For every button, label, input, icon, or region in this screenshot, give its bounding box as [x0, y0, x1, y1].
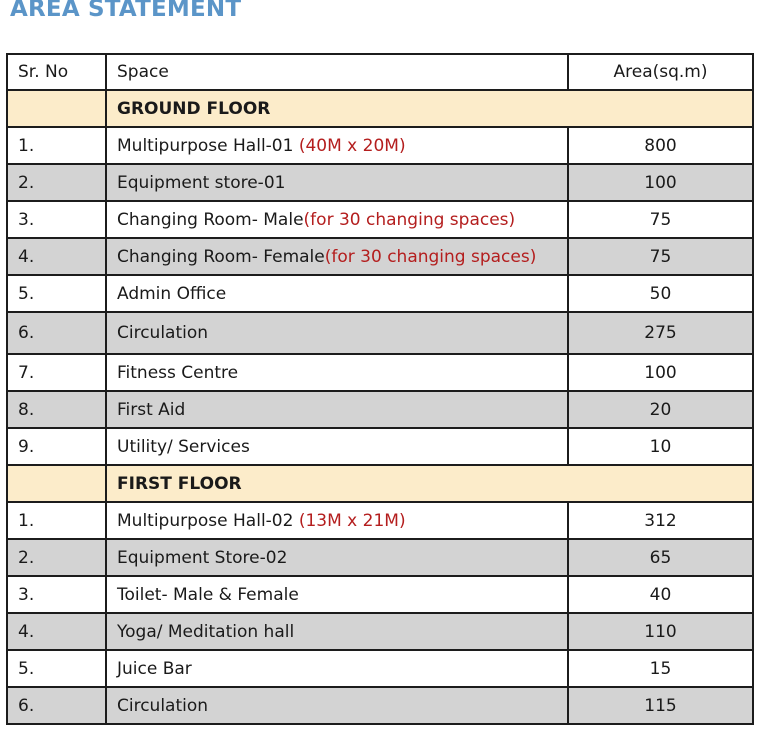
section-sr-cell: [7, 90, 106, 127]
space-cell: [106, 127, 568, 164]
space-cell: [106, 650, 568, 687]
space-label: Yoga/ Meditation hall: [117, 621, 295, 642]
area-cell: 110: [568, 613, 753, 650]
table-row: [7, 127, 753, 164]
area-cell: 75: [568, 238, 753, 275]
sr-cell: 2.: [7, 539, 106, 576]
space-label: Toilet- Male & Female: [117, 584, 299, 605]
space-note: (40M x 20M): [298, 135, 406, 156]
section-title: FIRST FLOOR: [106, 465, 753, 502]
table-row: [7, 238, 753, 275]
area-cell: 100: [568, 354, 753, 391]
sr-cell: 1.: [7, 502, 106, 539]
header-sr-no: Sr. No: [7, 54, 106, 90]
sr-cell: 6.: [7, 687, 106, 724]
sr-cell: 7.: [7, 354, 106, 391]
table-row: [7, 312, 753, 354]
table-row: [7, 428, 753, 465]
space-cell: [106, 687, 568, 724]
space-cell: [106, 391, 568, 428]
area-cell: 15: [568, 650, 753, 687]
space-note: (for 30 changing spaces): [303, 209, 516, 230]
table-row: [7, 275, 753, 312]
header-area: Area(sq.m): [568, 54, 753, 90]
sr-cell: 8.: [7, 391, 106, 428]
section-sr-cell: [7, 465, 106, 502]
area-statement-table: [6, 53, 754, 725]
space-label: Circulation: [117, 695, 209, 716]
area-cell: 75: [568, 201, 753, 238]
space-label: Juice Bar: [117, 658, 192, 679]
space-cell: [106, 354, 568, 391]
space-label: Multipurpose Hall-02: [117, 510, 299, 531]
space-label: Utility/ Services: [117, 436, 250, 457]
table-row: [7, 539, 753, 576]
space-cell: [106, 539, 568, 576]
section-row-ground-floor: [7, 90, 753, 127]
space-label: Equipment Store-02: [117, 547, 288, 568]
space-label: Circulation: [117, 323, 209, 343]
space-cell: [106, 312, 568, 354]
page-title: AREA STATEMENT: [10, 0, 242, 22]
sr-cell: 5.: [7, 275, 106, 312]
section-row-first-floor: [7, 465, 753, 502]
table-row: [7, 391, 753, 428]
sr-cell: 1.: [7, 127, 106, 164]
area-cell: 10: [568, 428, 753, 465]
sr-cell: 4.: [7, 613, 106, 650]
sr-cell: 3.: [7, 201, 106, 238]
header-space: Space: [106, 54, 568, 90]
table-row: [7, 502, 753, 539]
area-cell: 50: [568, 275, 753, 312]
space-cell: [106, 613, 568, 650]
sr-cell: 3.: [7, 576, 106, 613]
area-cell: 312: [568, 502, 753, 539]
space-label: Admin Office: [117, 283, 227, 304]
sr-cell: 4.: [7, 238, 106, 275]
space-cell: [106, 238, 568, 275]
sr-cell: 5.: [7, 650, 106, 687]
table-header-row: [7, 54, 753, 90]
space-cell: [106, 576, 568, 613]
space-label: Multipurpose Hall-01: [117, 135, 299, 156]
area-cell: 65: [568, 539, 753, 576]
table-row: [7, 613, 753, 650]
space-cell: [106, 201, 568, 238]
table-row: [7, 354, 753, 391]
table-row: [7, 201, 753, 238]
table-row: [7, 687, 753, 724]
space-cell: [106, 275, 568, 312]
area-cell: 800: [568, 127, 753, 164]
space-label: Changing Room- Male: [117, 209, 304, 230]
section-title: GROUND FLOOR: [106, 90, 753, 127]
space-label: Changing Room- Female: [117, 246, 325, 267]
space-label: Equipment store-01: [117, 172, 286, 193]
area-cell: 275: [568, 312, 753, 354]
area-cell: 115: [568, 687, 753, 724]
table-row: [7, 164, 753, 201]
space-label: Fitness Centre: [117, 362, 239, 383]
table-row: [7, 650, 753, 687]
space-note: (13M x 21M): [298, 510, 406, 531]
space-cell: [106, 164, 568, 201]
table-row: [7, 576, 753, 613]
sr-cell: 6.: [7, 312, 106, 354]
sr-cell: 2.: [7, 164, 106, 201]
area-cell: 40: [568, 576, 753, 613]
space-cell: [106, 502, 568, 539]
space-label: First Aid: [117, 399, 186, 420]
area-cell: 20: [568, 391, 753, 428]
space-cell: [106, 428, 568, 465]
space-note: (for 30 changing spaces): [324, 246, 537, 267]
sr-cell: 9.: [7, 428, 106, 465]
area-cell: 100: [568, 164, 753, 201]
